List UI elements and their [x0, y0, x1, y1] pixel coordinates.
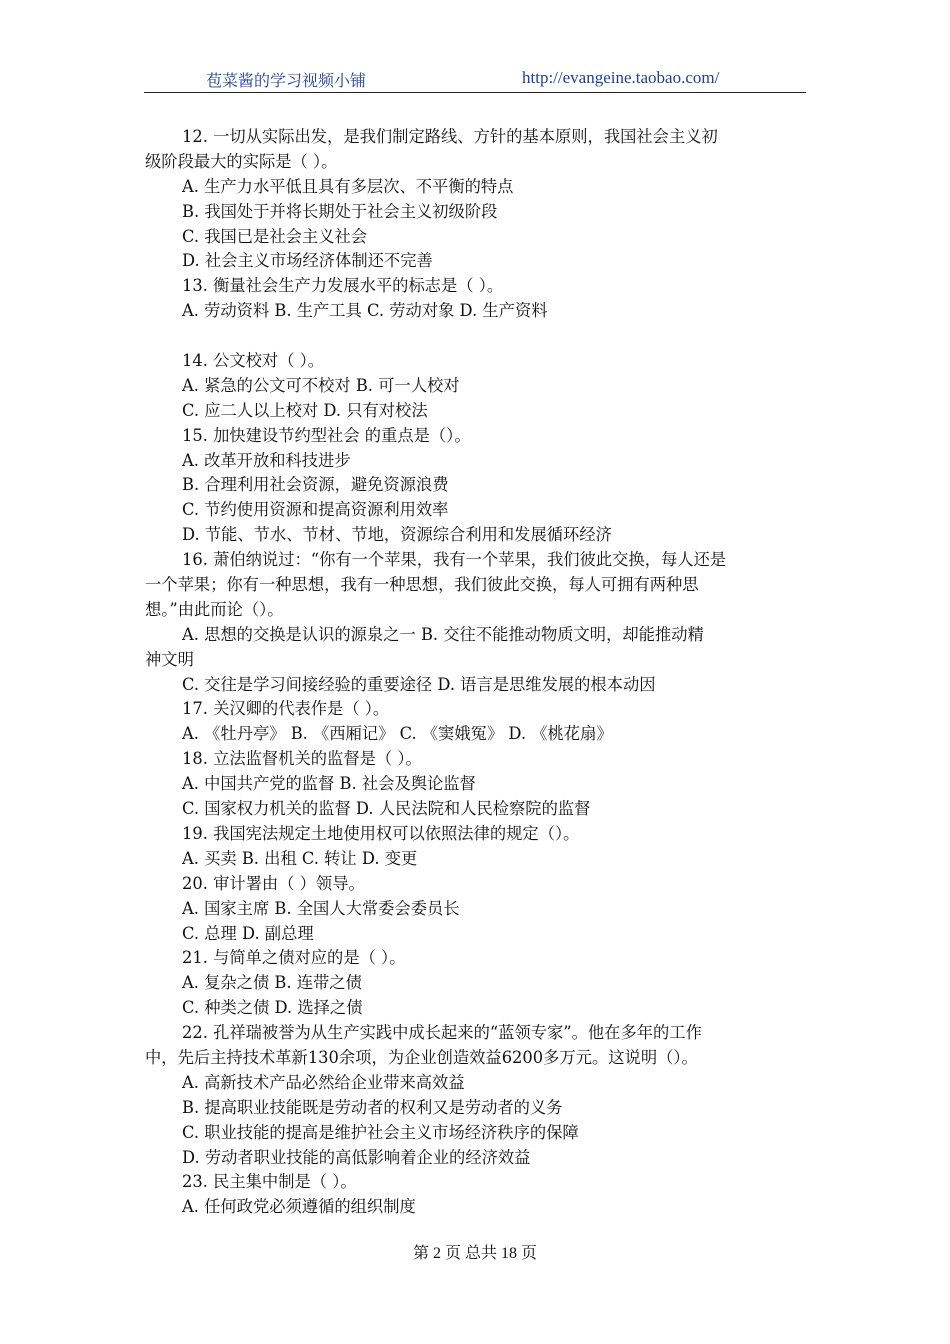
question-17-stem: 17. 关汉卿的代表作是（ ）。: [182, 699, 390, 719]
document-body: [145, 125, 807, 1220]
question-15-stem: 15. 加快建设节约型社会 的重点是（）。: [182, 425, 471, 445]
page-number: 第 2 页 总共 18 页: [412, 1245, 537, 1262]
question-13-stem: 13. 衡量社会生产力发展水平的标志是（ ）。: [182, 276, 504, 296]
question-20-options-cd: C. 总理 D. 副总理: [182, 923, 314, 943]
blank-line: [145, 324, 807, 349]
shop-url[interactable]: http://evangeine.taobao.com/: [522, 68, 720, 87]
question-16-stem-end: 想。”由此而论（）。: [145, 599, 284, 619]
question-18-stem: 18. 立法监督机关的监督是（ ）。: [182, 749, 422, 769]
shop-name: 苞菜酱的学习视频小铺: [206, 71, 367, 90]
question-23-option-a: A. 任何政党必须遵循的组织制度: [182, 1197, 416, 1217]
question-19-options: A. 买卖 B. 出租 C. 转让 D. 变更: [182, 848, 418, 868]
question-12-option-b: B. 我国处于并将长期处于社会主义初级阶段: [182, 201, 498, 221]
question-12-option-d: D. 社会主义市场经济体制还不完善: [182, 251, 433, 271]
question-23-stem: 23. 民主集中制是（ ）。: [182, 1172, 357, 1192]
question-12-option-a: A. 生产力水平低且具有多层次、不平衡的特点: [182, 176, 514, 196]
question-16-options-ab-cont: 神文明: [145, 649, 194, 669]
question-12-option-c: C. 我国已是社会主义社会: [182, 226, 368, 246]
question-16-stem-cont: 一个苹果；你有一种思想，我有一种思想，我们彼此交换，每人可拥有两种思: [145, 575, 699, 595]
question-21-options-ab: A. 复杂之债 B. 连带之债: [182, 973, 362, 993]
question-15-option-a: A. 改革开放和科技进步: [182, 450, 351, 470]
question-15-option-c: C. 节约使用资源和提高资源利用效率: [182, 500, 449, 520]
question-16-options-cd: C. 交往是学习间接经验的重要途径 D. 语言是思维发展的根本动因: [182, 674, 656, 694]
question-18-options-ab: A. 中国共产党的监督 B. 社会及舆论监督: [182, 774, 476, 794]
question-18-options-cd: C. 国家权力机关的监督 D. 人民法院和人民检察院的监督: [182, 799, 591, 819]
question-22-option-a: A. 高新技术产品必然给企业带来高效益: [182, 1072, 465, 1092]
question-22-option-b: B. 提高职业技能既是劳动者的权利又是劳动者的义务: [182, 1097, 563, 1117]
question-22-stem-cont: 中，先后主持技术革新130余项，为企业创造效益6200多万元。这说明（）。: [145, 1047, 698, 1067]
question-22-option-d: D. 劳动者职业技能的高低影响着企业的经济效益: [182, 1147, 531, 1167]
question-14-options-cd: C. 应二人以上校对 D. 只有对校法: [182, 400, 428, 420]
question-12-stem-cont: 级阶段最大的实际是（ ）。: [145, 151, 338, 171]
page-header: [144, 62, 806, 93]
question-21-stem: 21. 与简单之债对应的是（ ）。: [182, 948, 406, 968]
question-20-options-ab: A. 国家主席 B. 全国人大常委会委员长: [182, 898, 460, 918]
question-22-stem: 22. 孔祥瑞被誉为从生产实践中成长起来的“蓝领专家”。他在多年的工作: [182, 1023, 702, 1043]
question-19-stem: 19. 我国宪法规定土地使用权可以依照法律的规定（）。: [182, 823, 580, 843]
question-14-stem: 14. 公文校对（ ）。: [182, 351, 325, 371]
question-12-stem: 12. 一切从实际出发，是我们制定路线、方针的基本原则，我国社会主义初: [182, 127, 718, 146]
question-15-option-d: D. 节能、节水、节材、节地，资源综合利用和发展循环经济: [182, 525, 612, 545]
question-17-options: A. 《牡丹亭》 B. 《西厢记》 C. 《窦娥冤》 D. 《桃花扇》: [182, 724, 613, 744]
question-13-options: A. 劳动资料 B. 生产工具 C. 劳动对象 D. 生产资料: [182, 301, 548, 321]
page-footer: [0, 1240, 950, 1263]
question-16-options-ab: A. 思想的交换是认识的源泉之一 B. 交往不能推动物质文明，却能推动精: [182, 624, 704, 644]
question-21-options-cd: C. 种类之债 D. 选择之债: [182, 998, 363, 1018]
question-16-stem: 16. 萧伯纳说过：“你有一个苹果，我有一个苹果，我们彼此交换，每人还是: [182, 550, 727, 570]
question-22-option-c: C. 职业技能的提高是维护社会主义市场经济秩序的保障: [182, 1122, 579, 1142]
question-14-options-ab: A. 紧急的公文可不校对 B. 可一人校对: [182, 375, 460, 395]
question-20-stem: 20. 审计署由（ ）领导。: [182, 873, 365, 893]
question-15-option-b: B. 合理利用社会资源，避免资源浪费: [182, 475, 449, 495]
